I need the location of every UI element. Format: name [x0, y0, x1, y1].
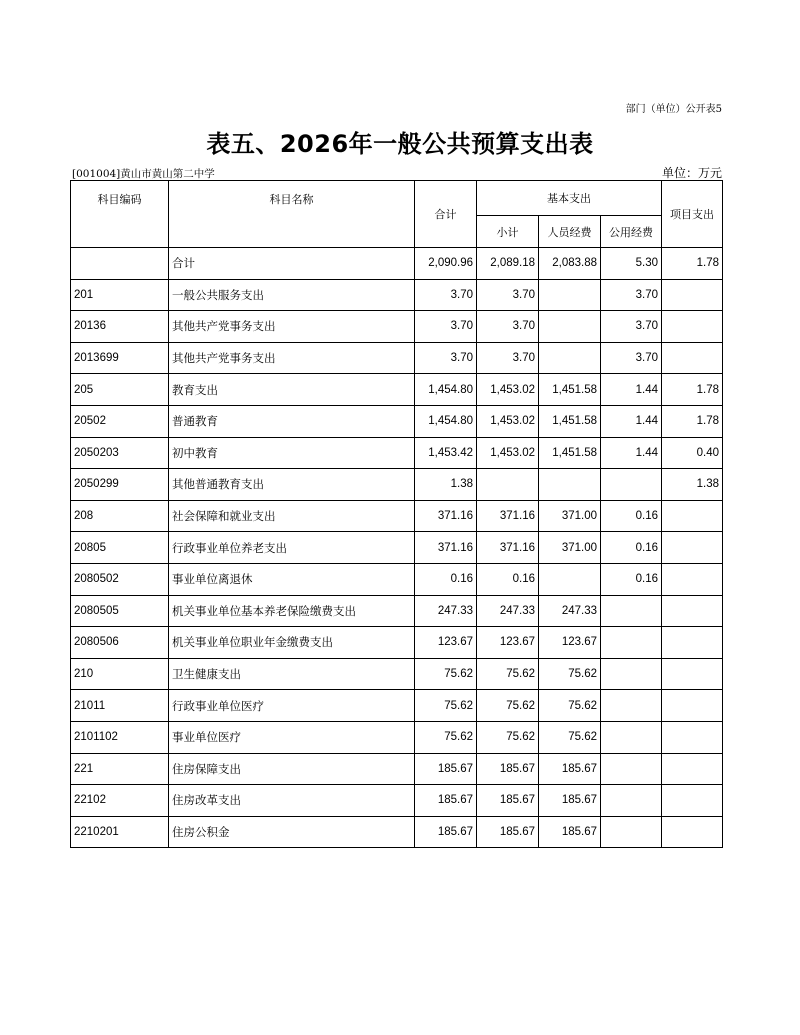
cell-subtotal: 2,089.18: [477, 248, 539, 280]
cell-public: 3.70: [601, 279, 662, 311]
cell-code: 221: [71, 753, 169, 785]
cell-project: [662, 816, 723, 848]
cell-name: 事业单位离退休: [169, 563, 415, 595]
header-public: 公用经费: [601, 216, 662, 248]
cell-personnel: 185.67: [539, 816, 601, 848]
cell-personnel: [539, 279, 601, 311]
cell-public: 1.44: [601, 374, 662, 406]
cell-code: 2080502: [71, 563, 169, 595]
cell-personnel: [539, 342, 601, 374]
table-row: [71, 279, 723, 311]
cell-code: 2050203: [71, 437, 169, 469]
cell-name: 行政事业单位养老支出: [169, 532, 415, 564]
header-name: 科目名称: [169, 181, 415, 248]
cell-name: 一般公共服务支出: [169, 279, 415, 311]
cell-project: [662, 595, 723, 627]
table-row: [71, 532, 723, 564]
cell-subtotal: 371.16: [477, 532, 539, 564]
cell-project: [662, 627, 723, 659]
header-personnel: 人员经费: [539, 216, 601, 248]
cell-name: 其他共产党事务支出: [169, 342, 415, 374]
cell-subtotal: 371.16: [477, 500, 539, 532]
cell-name: 机关事业单位基本养老保险缴费支出: [169, 595, 415, 627]
cell-total: 1,454.80: [415, 405, 477, 437]
table-row: [71, 342, 723, 374]
page-title: 表五、2026年一般公共预算支出表: [206, 130, 594, 158]
table-row: [71, 690, 723, 722]
cell-personnel: 185.67: [539, 785, 601, 817]
cell-subtotal: 185.67: [477, 785, 539, 817]
table-row: [71, 753, 723, 785]
cell-code: 20805: [71, 532, 169, 564]
cell-public: [601, 753, 662, 785]
header-project: 项目支出: [662, 181, 723, 248]
cell-subtotal: [477, 469, 539, 501]
table-row: [71, 437, 723, 469]
table-row: [71, 627, 723, 659]
cell-personnel: 185.67: [539, 753, 601, 785]
table-row: [71, 785, 723, 817]
cell-total: 75.62: [415, 690, 477, 722]
cell-name: 机关事业单位职业年金缴费支出: [169, 627, 415, 659]
cell-subtotal: 3.70: [477, 279, 539, 311]
table-row: [71, 405, 723, 437]
cell-code: 2210201: [71, 816, 169, 848]
cell-personnel: 2,083.88: [539, 248, 601, 280]
cell-code: [71, 248, 169, 280]
cell-personnel: 75.62: [539, 690, 601, 722]
cell-code: 21011: [71, 690, 169, 722]
cell-total: 1.38: [415, 469, 477, 501]
cell-code: 201: [71, 279, 169, 311]
table-row: [71, 595, 723, 627]
cell-subtotal: 0.16: [477, 563, 539, 595]
cell-subtotal: 247.33: [477, 595, 539, 627]
cell-project: [662, 532, 723, 564]
table-row: [71, 374, 723, 406]
cell-personnel: [539, 311, 601, 343]
cell-total: 185.67: [415, 816, 477, 848]
cell-public: [601, 721, 662, 753]
cell-public: 0.16: [601, 500, 662, 532]
table-row: [71, 658, 723, 690]
cell-subtotal: 75.62: [477, 658, 539, 690]
cell-project: [662, 721, 723, 753]
cell-subtotal: 185.67: [477, 816, 539, 848]
cell-project: [662, 279, 723, 311]
cell-total: 247.33: [415, 595, 477, 627]
cell-public: 3.70: [601, 342, 662, 374]
table-row: [71, 311, 723, 343]
cell-name: 普通教育: [169, 405, 415, 437]
table-number-label: 部门（单位）公开表5: [625, 104, 722, 115]
cell-personnel: 1,451.58: [539, 437, 601, 469]
cell-personnel: [539, 563, 601, 595]
cell-project: [662, 563, 723, 595]
cell-public: [601, 658, 662, 690]
cell-name: 其他共产党事务支出: [169, 311, 415, 343]
cell-code: 2050299: [71, 469, 169, 501]
cell-code: 2101102: [71, 721, 169, 753]
cell-subtotal: 1,453.02: [477, 437, 539, 469]
cell-total: 185.67: [415, 785, 477, 817]
cell-public: [601, 785, 662, 817]
table-row: [71, 563, 723, 595]
organization-label: [001004]黄山市黄山第二中学: [72, 168, 215, 180]
cell-subtotal: 123.67: [477, 627, 539, 659]
cell-total: 75.62: [415, 721, 477, 753]
table-row: [71, 816, 723, 848]
cell-code: 208: [71, 500, 169, 532]
cell-project: 1.38: [662, 469, 723, 501]
cell-total: 3.70: [415, 279, 477, 311]
cell-personnel: 1,451.58: [539, 374, 601, 406]
table-row: [71, 721, 723, 753]
cell-code: 205: [71, 374, 169, 406]
table-body: [71, 248, 723, 848]
cell-project: 1.78: [662, 248, 723, 280]
cell-code: 2013699: [71, 342, 169, 374]
cell-public: 5.30: [601, 248, 662, 280]
cell-public: [601, 816, 662, 848]
cell-subtotal: 75.62: [477, 721, 539, 753]
cell-total: 371.16: [415, 532, 477, 564]
cell-total: 2,090.96: [415, 248, 477, 280]
header-code: 科目编码: [71, 181, 169, 248]
cell-total: 1,454.80: [415, 374, 477, 406]
cell-subtotal: 1,453.02: [477, 374, 539, 406]
cell-personnel: 123.67: [539, 627, 601, 659]
cell-public: [601, 595, 662, 627]
cell-personnel: 371.00: [539, 532, 601, 564]
cell-project: [662, 658, 723, 690]
cell-personnel: 75.62: [539, 721, 601, 753]
cell-name: 事业单位医疗: [169, 721, 415, 753]
cell-total: 3.70: [415, 342, 477, 374]
cell-project: 1.78: [662, 374, 723, 406]
cell-personnel: [539, 469, 601, 501]
cell-public: [601, 469, 662, 501]
cell-total: 123.67: [415, 627, 477, 659]
cell-code: 20502: [71, 405, 169, 437]
cell-code: 20136: [71, 311, 169, 343]
cell-total: 185.67: [415, 753, 477, 785]
cell-project: [662, 311, 723, 343]
cell-code: 22102: [71, 785, 169, 817]
header-subtotal: 小计: [477, 216, 539, 248]
cell-name: 社会保障和就业支出: [169, 500, 415, 532]
cell-public: [601, 627, 662, 659]
unit-label: 单位：万元: [661, 166, 722, 180]
cell-name: 住房公积金: [169, 816, 415, 848]
cell-public: [601, 690, 662, 722]
cell-personnel: 75.62: [539, 658, 601, 690]
cell-code: 2080506: [71, 627, 169, 659]
cell-project: [662, 753, 723, 785]
cell-name: 教育支出: [169, 374, 415, 406]
cell-personnel: 371.00: [539, 500, 601, 532]
cell-name: 合计: [169, 248, 415, 280]
cell-name: 住房保障支出: [169, 753, 415, 785]
cell-code: 2080505: [71, 595, 169, 627]
cell-public: 3.70: [601, 311, 662, 343]
table-row: [71, 500, 723, 532]
cell-name: 行政事业单位医疗: [169, 690, 415, 722]
cell-project: [662, 690, 723, 722]
cell-total: 1,453.42: [415, 437, 477, 469]
table-row: [71, 248, 723, 280]
cell-subtotal: 1,453.02: [477, 405, 539, 437]
cell-name: 卫生健康支出: [169, 658, 415, 690]
cell-subtotal: 185.67: [477, 753, 539, 785]
budget-table: [70, 180, 723, 848]
cell-project: [662, 500, 723, 532]
cell-total: 0.16: [415, 563, 477, 595]
cell-project: 1.78: [662, 405, 723, 437]
cell-subtotal: 3.70: [477, 342, 539, 374]
cell-project: [662, 785, 723, 817]
cell-public: 1.44: [601, 405, 662, 437]
cell-total: 75.62: [415, 658, 477, 690]
cell-code: 210: [71, 658, 169, 690]
cell-name: 初中教育: [169, 437, 415, 469]
table-row: [71, 469, 723, 501]
cell-project: 0.40: [662, 437, 723, 469]
cell-name: 其他普通教育支出: [169, 469, 415, 501]
cell-public: 0.16: [601, 532, 662, 564]
cell-public: 0.16: [601, 563, 662, 595]
cell-subtotal: 75.62: [477, 690, 539, 722]
cell-total: 371.16: [415, 500, 477, 532]
cell-project: [662, 342, 723, 374]
cell-total: 3.70: [415, 311, 477, 343]
header-basic: 基本支出: [477, 181, 662, 216]
cell-public: 1.44: [601, 437, 662, 469]
cell-personnel: 1,451.58: [539, 405, 601, 437]
cell-name: 住房改革支出: [169, 785, 415, 817]
cell-subtotal: 3.70: [477, 311, 539, 343]
cell-personnel: 247.33: [539, 595, 601, 627]
header-total: 合计: [415, 181, 477, 248]
